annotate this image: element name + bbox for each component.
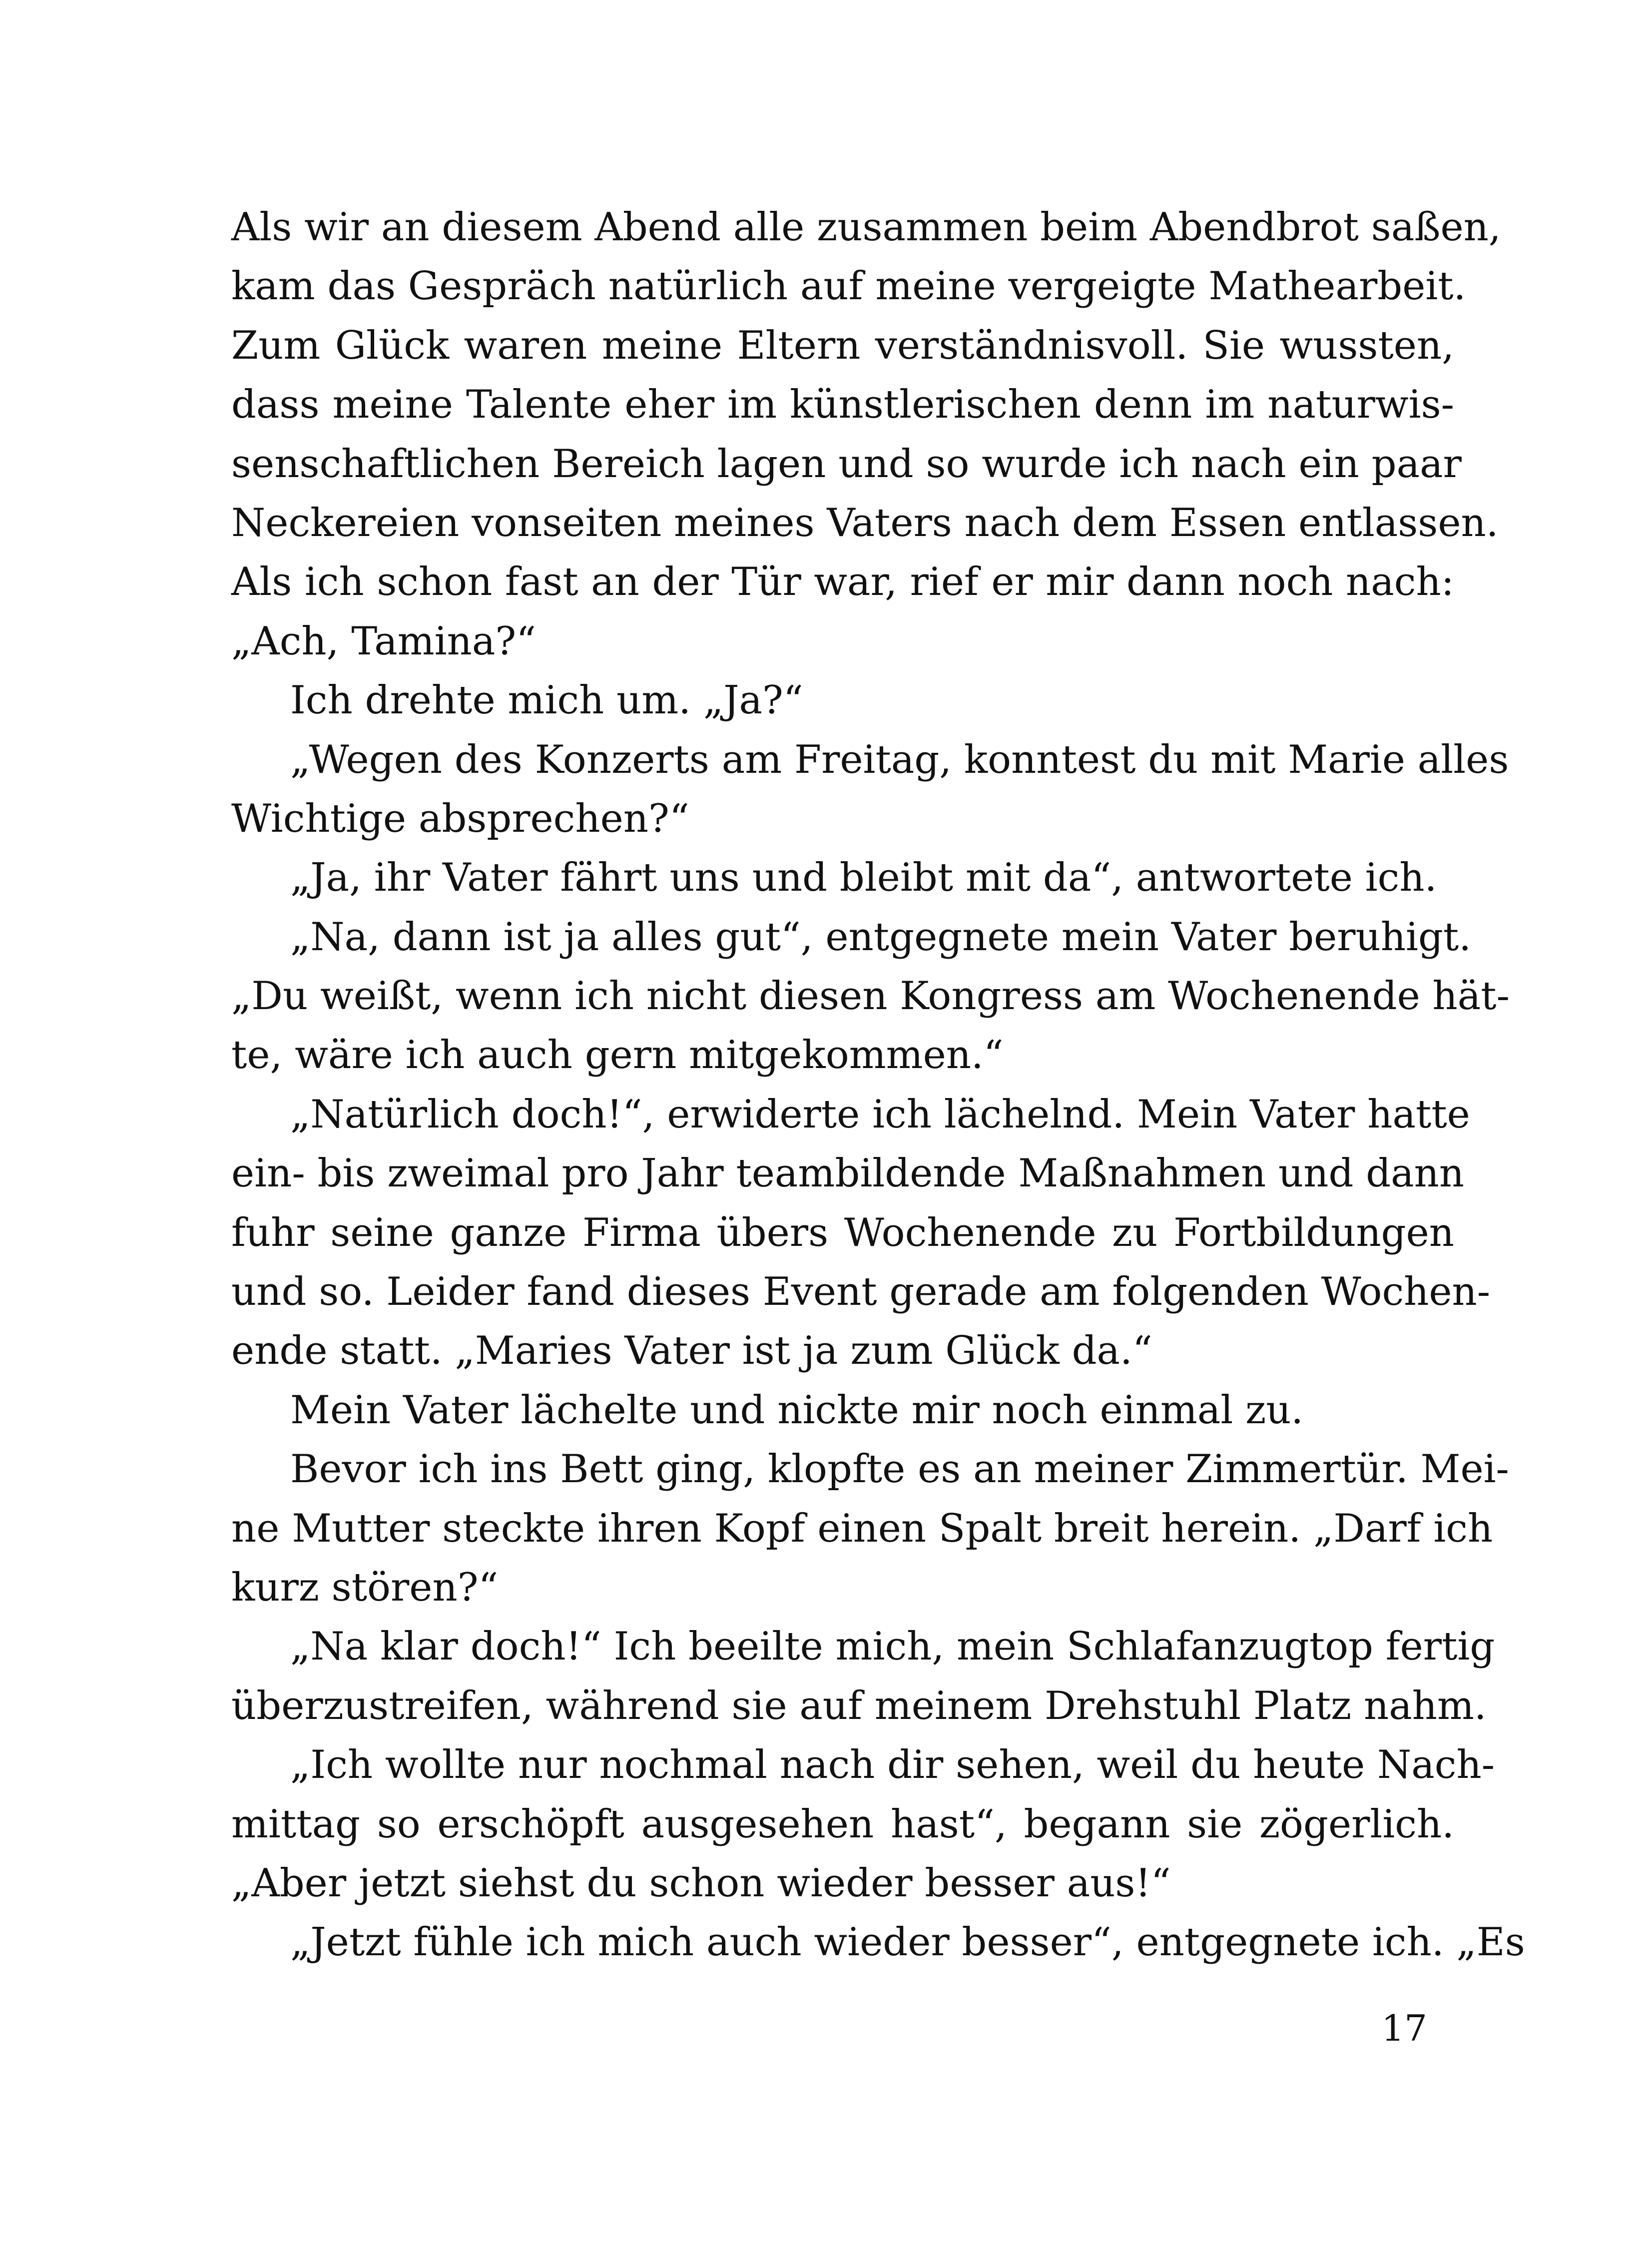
text-line: ne Mutter steckte ihren Kopf einen Spalt breit herein. „Darf ich xyxy=(231,1506,1493,1551)
text-line: ein- bis zweimal pro Jahr teambildende Maßnahmen und dann xyxy=(231,1151,1465,1196)
text-line: und so. Leider fand dieses Event gerade am folgenden Wochen- xyxy=(231,1269,1491,1315)
text-line: dass meine Talente eher im künstlerischen denn im naturwis- xyxy=(231,382,1454,428)
text-line: „Jetzt fühle ich mich auch wieder besser“, entgegnete ich. „Es xyxy=(290,1920,1525,1965)
text-line: Bevor ich ins Bett ging, klopfte es an meiner Zimmertür. Mei- xyxy=(290,1447,1509,1492)
text-line: te, wäre ich auch gern mitgekommen.“ xyxy=(231,1033,1004,1078)
text-line: Wichtige absprechen?“ xyxy=(231,796,689,841)
text-line: Als ich schon fast an der Tür war, rief er mir dann noch nach: xyxy=(231,560,1454,605)
text-line: ende statt. „Maries Vater ist ja zum Glück da.“ xyxy=(231,1328,1152,1374)
text-line: Zum Glück waren meine Eltern verständnisvoll. Sie wussten, xyxy=(231,323,1454,368)
text-line: „Du weißt, wenn ich nicht diesen Kongress am Wochenende hät- xyxy=(231,974,1510,1019)
text-line: senschaftlichen Bereich lagen und so wurde ich nach ein paar xyxy=(231,441,1462,487)
text-line: kam das Gespräch natürlich auf meine vergeigte Mathearbeit. xyxy=(231,264,1466,309)
text-line: „Ja, ihr Vater fährt uns und bleibt mit da“, antwortete ich. xyxy=(290,855,1437,901)
text-line: fuhr seine ganze Firma übers Wochenende zu Fortbildungen xyxy=(231,1210,1454,1255)
page-number: 17 xyxy=(1381,2007,1427,2049)
text-line: „Ich wollte nur nochmal nach dir sehen, weil du heute Nach- xyxy=(290,1742,1495,1788)
text-line: „Na klar doch!“ Ich beeilte mich, mein Schlafanzugtop fertig xyxy=(290,1624,1495,1670)
text-line: mittag so erschöpft ausgesehen hast“, begann sie zögerlich. xyxy=(231,1801,1454,1847)
body-text xyxy=(231,198,1525,1972)
text-line: überzustreifen, während sie auf meinem Drehstuhl Platz nahm. xyxy=(231,1683,1487,1728)
text-line: „Aber jetzt siehst du schon wieder besser aus!“ xyxy=(231,1860,1171,1906)
text-line: „Natürlich doch!“, erwiderte ich lächelnd. Mein Vater hatte xyxy=(290,1092,1470,1137)
text-line: „Na, dann ist ja alles gut“, entgegnete mein Vater beruhigt. xyxy=(290,914,1472,960)
text-line: Als wir an diesem Abend alle zusammen beim Abendbrot saßen, xyxy=(231,205,1501,250)
text-line: Ich drehte mich um. „Ja?“ xyxy=(290,678,803,723)
text-line: Mein Vater lächelte und nickte mir noch einmal zu. xyxy=(290,1387,1304,1433)
text-line: „Wegen des Konzerts am Freitag, konntest du mit Marie alles xyxy=(290,737,1509,782)
text-line: Neckereien vonseiten meines Vaters nach dem Essen entlassen. xyxy=(231,500,1499,546)
text-line: „Ach, Tamina?“ xyxy=(231,618,537,664)
text-line: kurz stören?“ xyxy=(231,1565,499,1610)
